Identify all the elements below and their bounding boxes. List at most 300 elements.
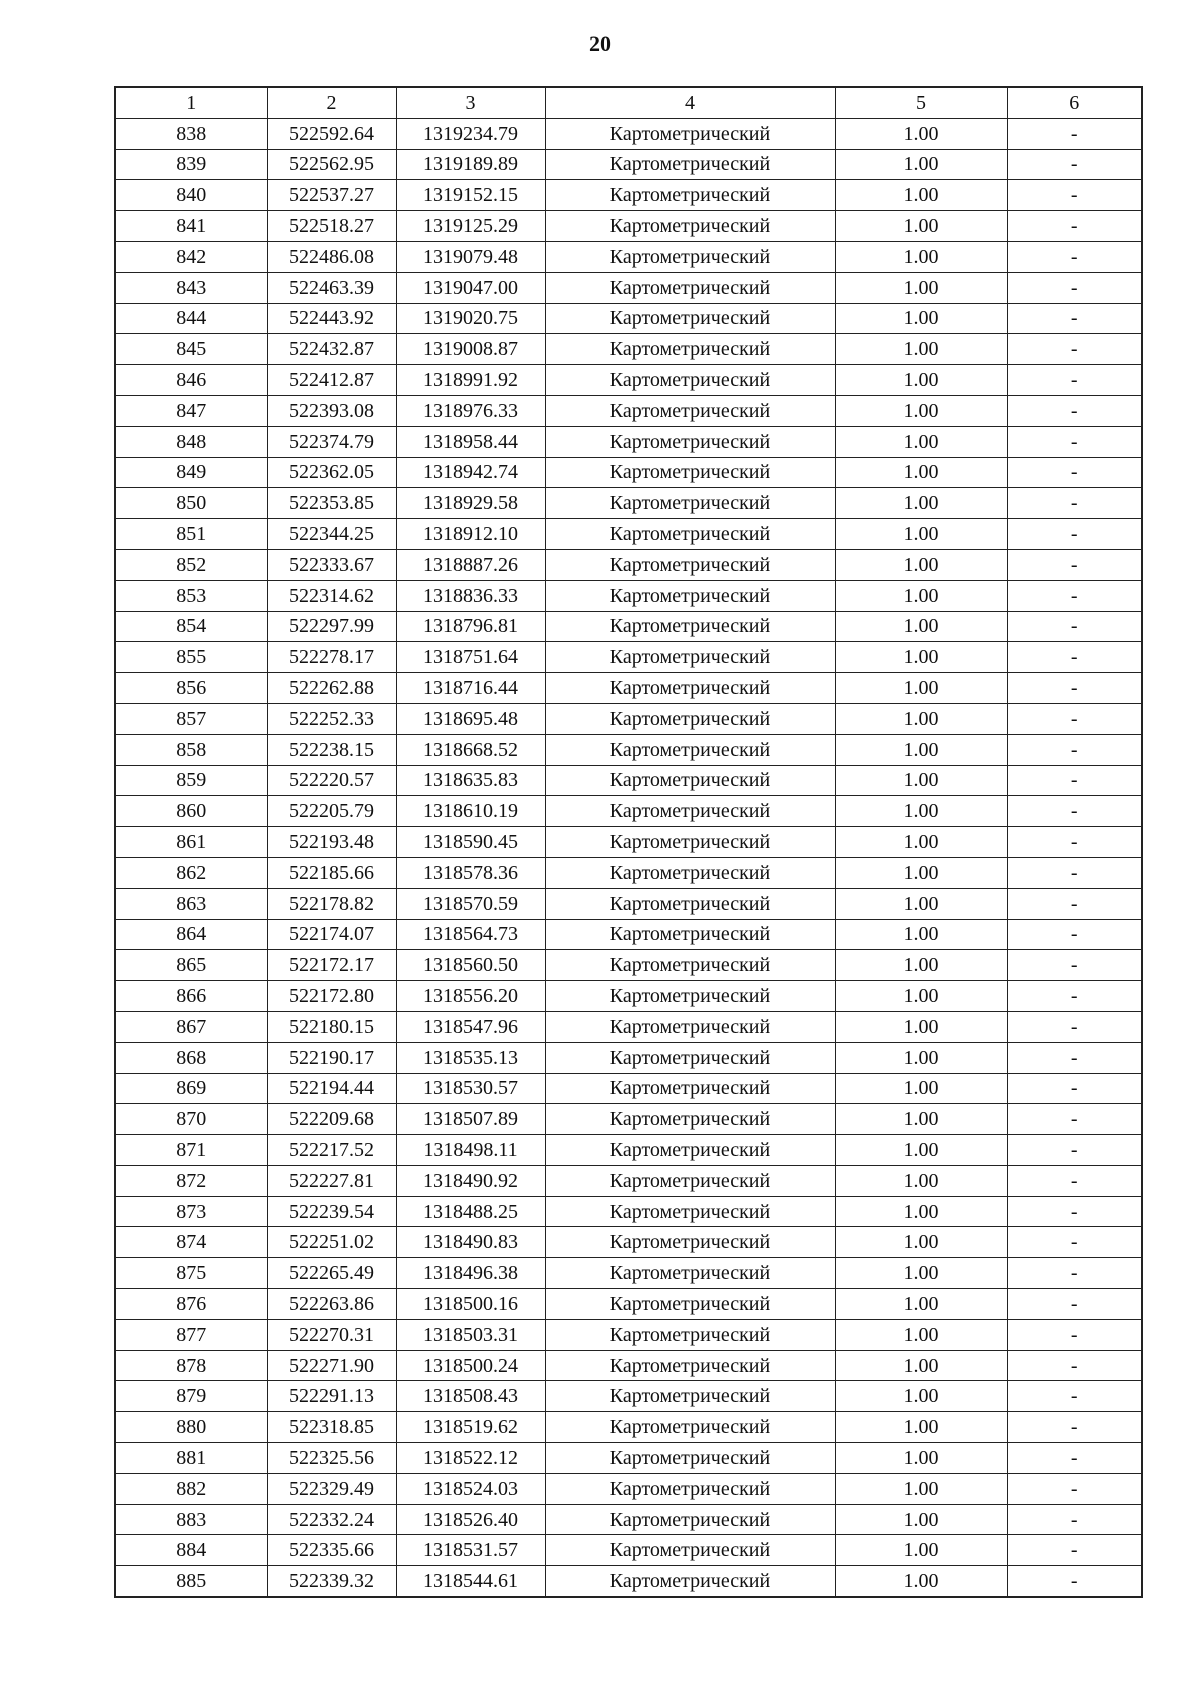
description-cell: -: [1007, 365, 1142, 396]
table-row: [115, 457, 1142, 488]
point-number-cell: 869: [115, 1073, 267, 1104]
description-cell: -: [1007, 519, 1142, 550]
table-row: [115, 796, 1142, 827]
accuracy-cell: 1.00: [835, 827, 1007, 858]
accuracy-cell: 1.00: [835, 241, 1007, 272]
method-cell: Картометрический: [545, 1504, 835, 1535]
method-cell: Картометрический: [545, 1443, 835, 1474]
description-cell: -: [1007, 1289, 1142, 1320]
table-row: [115, 334, 1142, 365]
method-cell: Картометрический: [545, 888, 835, 919]
accuracy-cell: 1.00: [835, 1135, 1007, 1166]
y-coordinate-cell: 1318796.81: [396, 611, 545, 642]
x-coordinate-cell: 522339.32: [267, 1566, 396, 1597]
description-cell: -: [1007, 180, 1142, 211]
point-number-cell: 881: [115, 1443, 267, 1474]
x-coordinate-cell: 522185.66: [267, 857, 396, 888]
y-coordinate-cell: 1319234.79: [396, 118, 545, 149]
description-cell: -: [1007, 1196, 1142, 1227]
y-coordinate-cell: 1319189.89: [396, 149, 545, 180]
point-number-cell: 848: [115, 426, 267, 457]
accuracy-cell: 1.00: [835, 1258, 1007, 1289]
point-number-cell: 882: [115, 1473, 267, 1504]
x-coordinate-cell: 522344.25: [267, 519, 396, 550]
table-row: [115, 981, 1142, 1012]
table-row: [115, 1566, 1142, 1597]
accuracy-cell: 1.00: [835, 642, 1007, 673]
description-cell: -: [1007, 272, 1142, 303]
table-row: [115, 1104, 1142, 1135]
table-row: [115, 303, 1142, 334]
accuracy-cell: 1.00: [835, 919, 1007, 950]
y-coordinate-cell: 1319079.48: [396, 241, 545, 272]
method-cell: Картометрический: [545, 211, 835, 242]
y-coordinate-cell: 1318695.48: [396, 703, 545, 734]
x-coordinate-cell: 522263.86: [267, 1289, 396, 1320]
accuracy-cell: 1.00: [835, 1566, 1007, 1597]
x-coordinate-cell: 522172.80: [267, 981, 396, 1012]
method-cell: Картометрический: [545, 1011, 835, 1042]
method-cell: Картометрический: [545, 272, 835, 303]
x-coordinate-cell: 522393.08: [267, 395, 396, 426]
table-row: [115, 549, 1142, 580]
table-row: [115, 1412, 1142, 1443]
x-coordinate-cell: 522220.57: [267, 765, 396, 796]
x-coordinate-cell: 522592.64: [267, 118, 396, 149]
method-cell: Картометрический: [545, 549, 835, 580]
method-cell: Картометрический: [545, 180, 835, 211]
table-row: [115, 519, 1142, 550]
point-number-cell: 865: [115, 950, 267, 981]
column-header: 5: [835, 87, 1007, 118]
y-coordinate-cell: 1318635.83: [396, 765, 545, 796]
table-row: [115, 950, 1142, 981]
y-coordinate-cell: 1318887.26: [396, 549, 545, 580]
point-number-cell: 850: [115, 488, 267, 519]
description-cell: -: [1007, 1350, 1142, 1381]
point-number-cell: 839: [115, 149, 267, 180]
table-row: [115, 211, 1142, 242]
table-row: [115, 1227, 1142, 1258]
y-coordinate-cell: 1318547.96: [396, 1011, 545, 1042]
method-cell: Картометрический: [545, 149, 835, 180]
y-coordinate-cell: 1318498.11: [396, 1135, 545, 1166]
y-coordinate-cell: 1318524.03: [396, 1473, 545, 1504]
x-coordinate-cell: 522333.67: [267, 549, 396, 580]
table-row: [115, 1350, 1142, 1381]
table-row: [115, 1289, 1142, 1320]
y-coordinate-cell: 1318496.38: [396, 1258, 545, 1289]
point-number-cell: 853: [115, 580, 267, 611]
x-coordinate-cell: 522278.17: [267, 642, 396, 673]
column-header: 3: [396, 87, 545, 118]
point-number-cell: 842: [115, 241, 267, 272]
point-number-cell: 851: [115, 519, 267, 550]
method-cell: Картометрический: [545, 426, 835, 457]
point-number-cell: 872: [115, 1165, 267, 1196]
x-coordinate-cell: 522412.87: [267, 365, 396, 396]
description-cell: -: [1007, 1412, 1142, 1443]
accuracy-cell: 1.00: [835, 1289, 1007, 1320]
y-coordinate-cell: 1318490.83: [396, 1227, 545, 1258]
description-cell: -: [1007, 765, 1142, 796]
point-number-cell: 847: [115, 395, 267, 426]
y-coordinate-cell: 1318508.43: [396, 1381, 545, 1412]
method-cell: Картометрический: [545, 1073, 835, 1104]
method-cell: Картометрический: [545, 1042, 835, 1073]
y-coordinate-cell: 1318556.20: [396, 981, 545, 1012]
description-cell: -: [1007, 580, 1142, 611]
table-row: [115, 611, 1142, 642]
y-coordinate-cell: 1318560.50: [396, 950, 545, 981]
page-number: 20: [589, 31, 611, 56]
description-cell: -: [1007, 241, 1142, 272]
description-cell: -: [1007, 1566, 1142, 1597]
table-header-row: [115, 87, 1142, 118]
point-number-cell: 880: [115, 1412, 267, 1443]
x-coordinate-cell: 522374.79: [267, 426, 396, 457]
point-number-cell: 876: [115, 1289, 267, 1320]
description-cell: -: [1007, 1011, 1142, 1042]
x-coordinate-cell: 522518.27: [267, 211, 396, 242]
table-row: [115, 857, 1142, 888]
method-cell: Картометрический: [545, 1381, 835, 1412]
method-cell: Картометрический: [545, 1135, 835, 1166]
y-coordinate-cell: 1318836.33: [396, 580, 545, 611]
x-coordinate-cell: 522325.56: [267, 1443, 396, 1474]
x-coordinate-cell: 522335.66: [267, 1535, 396, 1566]
x-coordinate-cell: 522252.33: [267, 703, 396, 734]
point-number-cell: 846: [115, 365, 267, 396]
x-coordinate-cell: 522193.48: [267, 827, 396, 858]
table-row: [115, 1073, 1142, 1104]
accuracy-cell: 1.00: [835, 1504, 1007, 1535]
table-row: [115, 734, 1142, 765]
x-coordinate-cell: 522463.39: [267, 272, 396, 303]
x-coordinate-cell: 522332.24: [267, 1504, 396, 1535]
table-row: [115, 673, 1142, 704]
accuracy-cell: 1.00: [835, 765, 1007, 796]
accuracy-cell: 1.00: [835, 303, 1007, 334]
x-coordinate-cell: 522190.17: [267, 1042, 396, 1073]
y-coordinate-cell: 1318531.57: [396, 1535, 545, 1566]
y-coordinate-cell: 1319047.00: [396, 272, 545, 303]
x-coordinate-cell: 522318.85: [267, 1412, 396, 1443]
y-coordinate-cell: 1319008.87: [396, 334, 545, 365]
y-coordinate-cell: 1318500.24: [396, 1350, 545, 1381]
method-cell: Картометрический: [545, 488, 835, 519]
accuracy-cell: 1.00: [835, 1011, 1007, 1042]
description-cell: -: [1007, 395, 1142, 426]
point-number-cell: 864: [115, 919, 267, 950]
point-number-cell: 845: [115, 334, 267, 365]
point-number-cell: 843: [115, 272, 267, 303]
x-coordinate-cell: 522172.17: [267, 950, 396, 981]
accuracy-cell: 1.00: [835, 180, 1007, 211]
point-number-cell: 879: [115, 1381, 267, 1412]
y-coordinate-cell: 1318530.57: [396, 1073, 545, 1104]
description-cell: -: [1007, 642, 1142, 673]
x-coordinate-cell: 522238.15: [267, 734, 396, 765]
x-coordinate-cell: 522291.13: [267, 1381, 396, 1412]
description-cell: -: [1007, 118, 1142, 149]
accuracy-cell: 1.00: [835, 1104, 1007, 1135]
table-row: [115, 1258, 1142, 1289]
y-coordinate-cell: 1318507.89: [396, 1104, 545, 1135]
point-number-cell: 868: [115, 1042, 267, 1073]
table-row: [115, 1196, 1142, 1227]
table-row: [115, 1381, 1142, 1412]
accuracy-cell: 1.00: [835, 1443, 1007, 1474]
method-cell: Картометрический: [545, 334, 835, 365]
x-coordinate-cell: 522265.49: [267, 1258, 396, 1289]
accuracy-cell: 1.00: [835, 950, 1007, 981]
x-coordinate-cell: 522314.62: [267, 580, 396, 611]
y-coordinate-cell: 1318488.25: [396, 1196, 545, 1227]
description-cell: -: [1007, 334, 1142, 365]
accuracy-cell: 1.00: [835, 981, 1007, 1012]
x-coordinate-cell: 522227.81: [267, 1165, 396, 1196]
point-number-cell: 857: [115, 703, 267, 734]
y-coordinate-cell: 1318535.13: [396, 1042, 545, 1073]
accuracy-cell: 1.00: [835, 1350, 1007, 1381]
x-coordinate-cell: 522353.85: [267, 488, 396, 519]
y-coordinate-cell: 1318522.12: [396, 1443, 545, 1474]
x-coordinate-cell: 522537.27: [267, 180, 396, 211]
method-cell: Картометрический: [545, 1104, 835, 1135]
description-cell: -: [1007, 457, 1142, 488]
description-cell: -: [1007, 1042, 1142, 1073]
y-coordinate-cell: 1318519.62: [396, 1412, 545, 1443]
method-cell: Картометрический: [545, 1535, 835, 1566]
point-number-cell: 855: [115, 642, 267, 673]
table-row: [115, 888, 1142, 919]
y-coordinate-cell: 1318991.92: [396, 365, 545, 396]
method-cell: Картометрический: [545, 303, 835, 334]
table-row: [115, 241, 1142, 272]
y-coordinate-cell: 1318929.58: [396, 488, 545, 519]
point-number-cell: 885: [115, 1566, 267, 1597]
method-cell: Картометрический: [545, 580, 835, 611]
y-coordinate-cell: 1318958.44: [396, 426, 545, 457]
table-row: [115, 1535, 1142, 1566]
point-number-cell: 866: [115, 981, 267, 1012]
x-coordinate-cell: 522205.79: [267, 796, 396, 827]
point-number-cell: 874: [115, 1227, 267, 1258]
table-row: [115, 1473, 1142, 1504]
point-number-cell: 856: [115, 673, 267, 704]
accuracy-cell: 1.00: [835, 1042, 1007, 1073]
x-coordinate-cell: 522180.15: [267, 1011, 396, 1042]
description-cell: -: [1007, 1504, 1142, 1535]
method-cell: Картометрический: [545, 118, 835, 149]
accuracy-cell: 1.00: [835, 1196, 1007, 1227]
accuracy-cell: 1.00: [835, 426, 1007, 457]
y-coordinate-cell: 1318590.45: [396, 827, 545, 858]
method-cell: Картометрический: [545, 1350, 835, 1381]
accuracy-cell: 1.00: [835, 334, 1007, 365]
y-coordinate-cell: 1318544.61: [396, 1566, 545, 1597]
point-number-cell: 867: [115, 1011, 267, 1042]
table-row: [115, 1319, 1142, 1350]
accuracy-cell: 1.00: [835, 1227, 1007, 1258]
y-coordinate-cell: 1319152.15: [396, 180, 545, 211]
method-cell: Картометрический: [545, 981, 835, 1012]
method-cell: Картометрический: [545, 1196, 835, 1227]
accuracy-cell: 1.00: [835, 1412, 1007, 1443]
method-cell: Картометрический: [545, 950, 835, 981]
table-row: [115, 118, 1142, 149]
description-cell: -: [1007, 488, 1142, 519]
point-number-cell: 883: [115, 1504, 267, 1535]
point-number-cell: 838: [115, 118, 267, 149]
y-coordinate-cell: 1319020.75: [396, 303, 545, 334]
y-coordinate-cell: 1318578.36: [396, 857, 545, 888]
column-header: 4: [545, 87, 835, 118]
accuracy-cell: 1.00: [835, 703, 1007, 734]
method-cell: Картометрический: [545, 1473, 835, 1504]
method-cell: Картометрический: [545, 519, 835, 550]
method-cell: Картометрический: [545, 765, 835, 796]
x-coordinate-cell: 522239.54: [267, 1196, 396, 1227]
y-coordinate-cell: 1318570.59: [396, 888, 545, 919]
x-coordinate-cell: 522178.82: [267, 888, 396, 919]
table-row: [115, 1042, 1142, 1073]
method-cell: Картометрический: [545, 857, 835, 888]
x-coordinate-cell: 522362.05: [267, 457, 396, 488]
coordinates-table: [114, 86, 1143, 1598]
accuracy-cell: 1.00: [835, 519, 1007, 550]
x-coordinate-cell: 522486.08: [267, 241, 396, 272]
accuracy-cell: 1.00: [835, 149, 1007, 180]
method-cell: Картометрический: [545, 365, 835, 396]
point-number-cell: 870: [115, 1104, 267, 1135]
method-cell: Картометрический: [545, 1227, 835, 1258]
accuracy-cell: 1.00: [835, 796, 1007, 827]
method-cell: Картометрический: [545, 703, 835, 734]
table-body: [115, 118, 1142, 1597]
method-cell: Картометрический: [545, 1319, 835, 1350]
description-cell: -: [1007, 611, 1142, 642]
y-coordinate-cell: 1318912.10: [396, 519, 545, 550]
method-cell: Картометрический: [545, 457, 835, 488]
table-row: [115, 365, 1142, 396]
accuracy-cell: 1.00: [835, 1473, 1007, 1504]
x-coordinate-cell: 522217.52: [267, 1135, 396, 1166]
point-number-cell: 877: [115, 1319, 267, 1350]
method-cell: Картометрический: [545, 827, 835, 858]
accuracy-cell: 1.00: [835, 488, 1007, 519]
x-coordinate-cell: 522329.49: [267, 1473, 396, 1504]
point-number-cell: 863: [115, 888, 267, 919]
description-cell: -: [1007, 796, 1142, 827]
description-cell: -: [1007, 673, 1142, 704]
x-coordinate-cell: 522271.90: [267, 1350, 396, 1381]
description-cell: -: [1007, 919, 1142, 950]
y-coordinate-cell: 1318716.44: [396, 673, 545, 704]
point-number-cell: 878: [115, 1350, 267, 1381]
description-cell: -: [1007, 950, 1142, 981]
method-cell: Картометрический: [545, 1566, 835, 1597]
method-cell: Картометрический: [545, 642, 835, 673]
x-coordinate-cell: 522251.02: [267, 1227, 396, 1258]
table-row: [115, 1443, 1142, 1474]
table-row: [115, 272, 1142, 303]
accuracy-cell: 1.00: [835, 611, 1007, 642]
description-cell: -: [1007, 549, 1142, 580]
accuracy-cell: 1.00: [835, 365, 1007, 396]
point-number-cell: 871: [115, 1135, 267, 1166]
table-row: [115, 180, 1142, 211]
y-coordinate-cell: 1318610.19: [396, 796, 545, 827]
description-cell: -: [1007, 827, 1142, 858]
description-cell: -: [1007, 149, 1142, 180]
y-coordinate-cell: 1319125.29: [396, 211, 545, 242]
point-number-cell: 852: [115, 549, 267, 580]
accuracy-cell: 1.00: [835, 857, 1007, 888]
accuracy-cell: 1.00: [835, 1535, 1007, 1566]
description-cell: -: [1007, 1135, 1142, 1166]
table-row: [115, 765, 1142, 796]
description-cell: -: [1007, 857, 1142, 888]
table-row: [115, 1504, 1142, 1535]
description-cell: -: [1007, 211, 1142, 242]
point-number-cell: 854: [115, 611, 267, 642]
y-coordinate-cell: 1318942.74: [396, 457, 545, 488]
method-cell: Картометрический: [545, 1258, 835, 1289]
method-cell: Картометрический: [545, 1289, 835, 1320]
description-cell: -: [1007, 1319, 1142, 1350]
point-number-cell: 849: [115, 457, 267, 488]
table-row: [115, 919, 1142, 950]
y-coordinate-cell: 1318976.33: [396, 395, 545, 426]
accuracy-cell: 1.00: [835, 395, 1007, 426]
point-number-cell: 884: [115, 1535, 267, 1566]
method-cell: Картометрический: [545, 734, 835, 765]
method-cell: Картометрический: [545, 1165, 835, 1196]
table-row: [115, 1011, 1142, 1042]
description-cell: -: [1007, 426, 1142, 457]
method-cell: Картометрический: [545, 673, 835, 704]
x-coordinate-cell: 522443.92: [267, 303, 396, 334]
description-cell: -: [1007, 1473, 1142, 1504]
point-number-cell: 875: [115, 1258, 267, 1289]
point-number-cell: 841: [115, 211, 267, 242]
y-coordinate-cell: 1318503.31: [396, 1319, 545, 1350]
description-cell: -: [1007, 1443, 1142, 1474]
table-row: [115, 1135, 1142, 1166]
point-number-cell: 862: [115, 857, 267, 888]
description-cell: -: [1007, 888, 1142, 919]
y-coordinate-cell: 1318564.73: [396, 919, 545, 950]
accuracy-cell: 1.00: [835, 1073, 1007, 1104]
accuracy-cell: 1.00: [835, 1319, 1007, 1350]
accuracy-cell: 1.00: [835, 580, 1007, 611]
y-coordinate-cell: 1318526.40: [396, 1504, 545, 1535]
accuracy-cell: 1.00: [835, 211, 1007, 242]
method-cell: Картометрический: [545, 919, 835, 950]
description-cell: -: [1007, 1165, 1142, 1196]
point-number-cell: 840: [115, 180, 267, 211]
y-coordinate-cell: 1318668.52: [396, 734, 545, 765]
table-row: [115, 827, 1142, 858]
point-number-cell: 860: [115, 796, 267, 827]
description-cell: -: [1007, 1073, 1142, 1104]
table-row: [115, 703, 1142, 734]
x-coordinate-cell: 522562.95: [267, 149, 396, 180]
accuracy-cell: 1.00: [835, 673, 1007, 704]
column-header: 1: [115, 87, 267, 118]
